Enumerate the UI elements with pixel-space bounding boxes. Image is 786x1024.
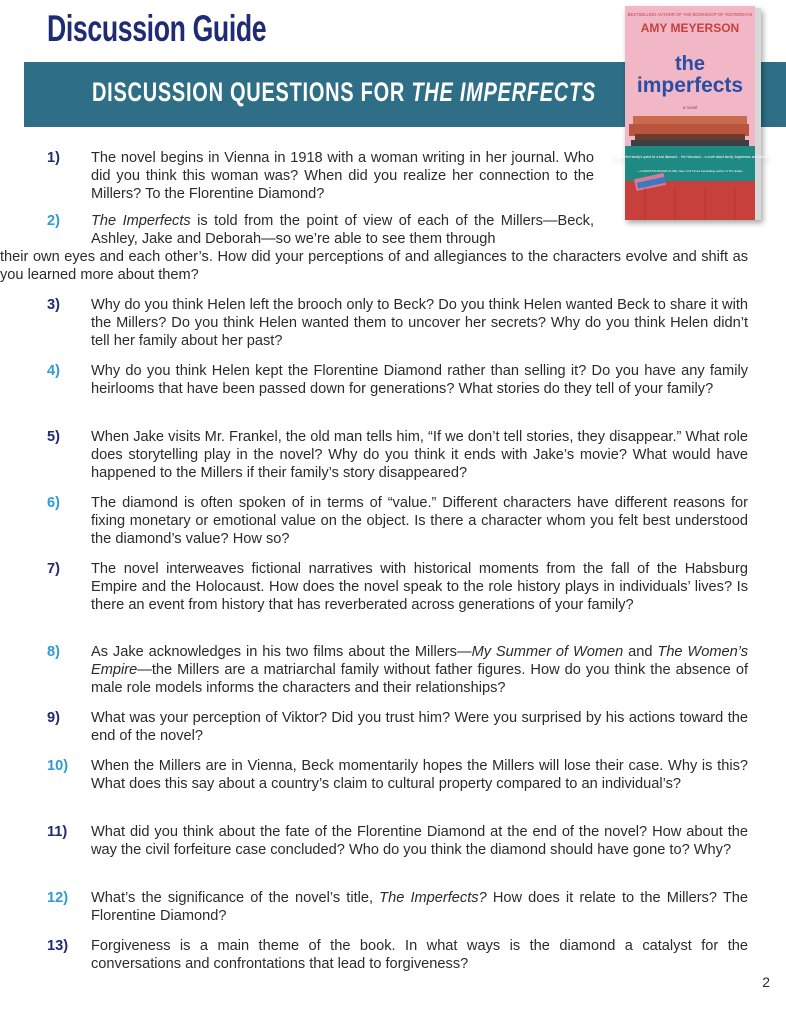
question-number: 3) [47, 297, 60, 313]
question-text: The diamond is often spoken of in terms of “value.” Different characters have different reasons for fixing monetary or emotional value on the object. Is there a character whom you felt best understood the diamond’s value? How so? [91, 495, 748, 547]
question-text: Why do you think Helen kept the Florentine Diamond rather than selling it? Do you have any family heirlooms that have been passed down for generations? What stories do they tell of your family? [91, 363, 748, 397]
banner-heading [92, 77, 596, 108]
page-number: 2 [762, 974, 770, 990]
question-text: What did you think about the fate of the Florentine Diamond at the end of the novel? How about the way the civil forfeiture case concluded? Who do you think the diamond should have gone to? Why? [91, 824, 748, 858]
question-text-part: and [623, 644, 658, 660]
cover-author: AMY MEYERSON [640, 21, 740, 35]
question-text: When the Millers are in Vienna, Beck momentarily hopes the Millers will lose their case. Why is this? What does this say about a country’s claim to cultural property compared to an individual’s? [91, 758, 748, 792]
question-number: 1) [47, 150, 60, 166]
cover-title-line2: imperfects [636, 74, 744, 97]
cover-title-line1: the [675, 53, 705, 75]
question-number: 11) [47, 824, 68, 840]
cover-subtitle: a novel [682, 105, 698, 110]
book-cover-image [611, 6, 769, 220]
question-text [0, 212, 748, 284]
question-text: Forgiveness is a main theme of the book. In what ways is the diamond a catalyst for the conversations and confrontations that lead to forgiveness? [91, 938, 748, 972]
question-number: 8) [47, 644, 60, 660]
book-title-italic: The Imperfects [91, 213, 191, 229]
question-number: 2) [47, 213, 60, 229]
question-text [91, 889, 748, 925]
banner-heading-prefix: DISCUSSION QUESTIONS FOR [92, 77, 412, 107]
cover-blurb: "An Imperfect family's quest for a lost diamond… the Holocaust… a novel about family, forgiveness and history" [611, 155, 769, 159]
question-text: When Jake visits Mr. Frankel, the old man tells him, “If we don’t tell stories, they disappear.” What role does storytelling play in the novel? Why do you think it ends with Jake’s movie? What would have happened to the Millers if their family’s story disappeared? [91, 429, 748, 481]
cover-top-line: BESTSELLING AUTHOR OF THE BOOKSHOP OF YESTERDAYS [627, 12, 753, 17]
question-text: What was your perception of Viktor? Did you trust him? Were you surprised by his actions toward the end of the novel? [91, 710, 748, 744]
film-title-italic: My Summer of Women [471, 644, 624, 660]
question-number: 6) [47, 495, 60, 511]
cover-blurb-credit: —CHRISTINA BAKER KLINE, New York Times bestselling author of The Exiles [637, 169, 743, 173]
question-number: 4) [47, 363, 60, 379]
question-text [91, 643, 748, 697]
question-text-continued: their own eyes and each other’s. How did your perceptions of and allegiances to the characters evolve and shift as you learned more about them? [0, 249, 748, 283]
question-text: Why do you think Helen left the brooch only to Beck? Do you think Helen wanted Beck to share it with the Millers? Do you think Helen wanted them to uncover her secrets? Why do you think Helen didn’t tell her family about her past? [91, 297, 748, 349]
question-text-part: How does it relate to the Millers? The Florentine Diamond? [91, 890, 748, 924]
question-number: 5) [47, 429, 60, 445]
question-text: The novel begins in Vienna in 1918 with a woman writing in her journal. Who did you think this woman was? When did you realize her connection to the Millers? To the Florentine Diamond? [91, 150, 594, 202]
question-number: 12) [47, 890, 69, 906]
question-number: 7) [47, 561, 60, 577]
question-text-part: —the Millers are a matriarchal family without father figures. How do you think the absence of male role models informs the characters and their relationships? [91, 662, 748, 696]
banner-heading-book-title: THE IMPERFECTS [411, 77, 596, 107]
question-text-part: is told from the point of view of each of the Millers—Beck, Ashley, Jake and Deborah—so we’re able to see them through [91, 213, 594, 247]
question-number: 13) [47, 938, 69, 954]
page-title: Discussion Guide [47, 8, 267, 49]
question-number: 9) [47, 710, 60, 726]
question-text-part: What’s the significance of the novel’s title, [91, 890, 380, 906]
book-title-italic: The Imperfects? [379, 890, 487, 906]
question-text: The novel interweaves fictional narratives with historical moments from the fall of the Habsburg Empire and the Holocaust. How does the novel speak to the role history plays in individuals’ lives? Is there an event from history that has reverberated across generations of your family? [91, 561, 748, 613]
question-text-part: As Jake acknowledges in his two films about the Millers— [91, 644, 472, 660]
question-number: 10) [47, 758, 69, 774]
film-title-italic: The Women’s Empire [91, 644, 748, 678]
